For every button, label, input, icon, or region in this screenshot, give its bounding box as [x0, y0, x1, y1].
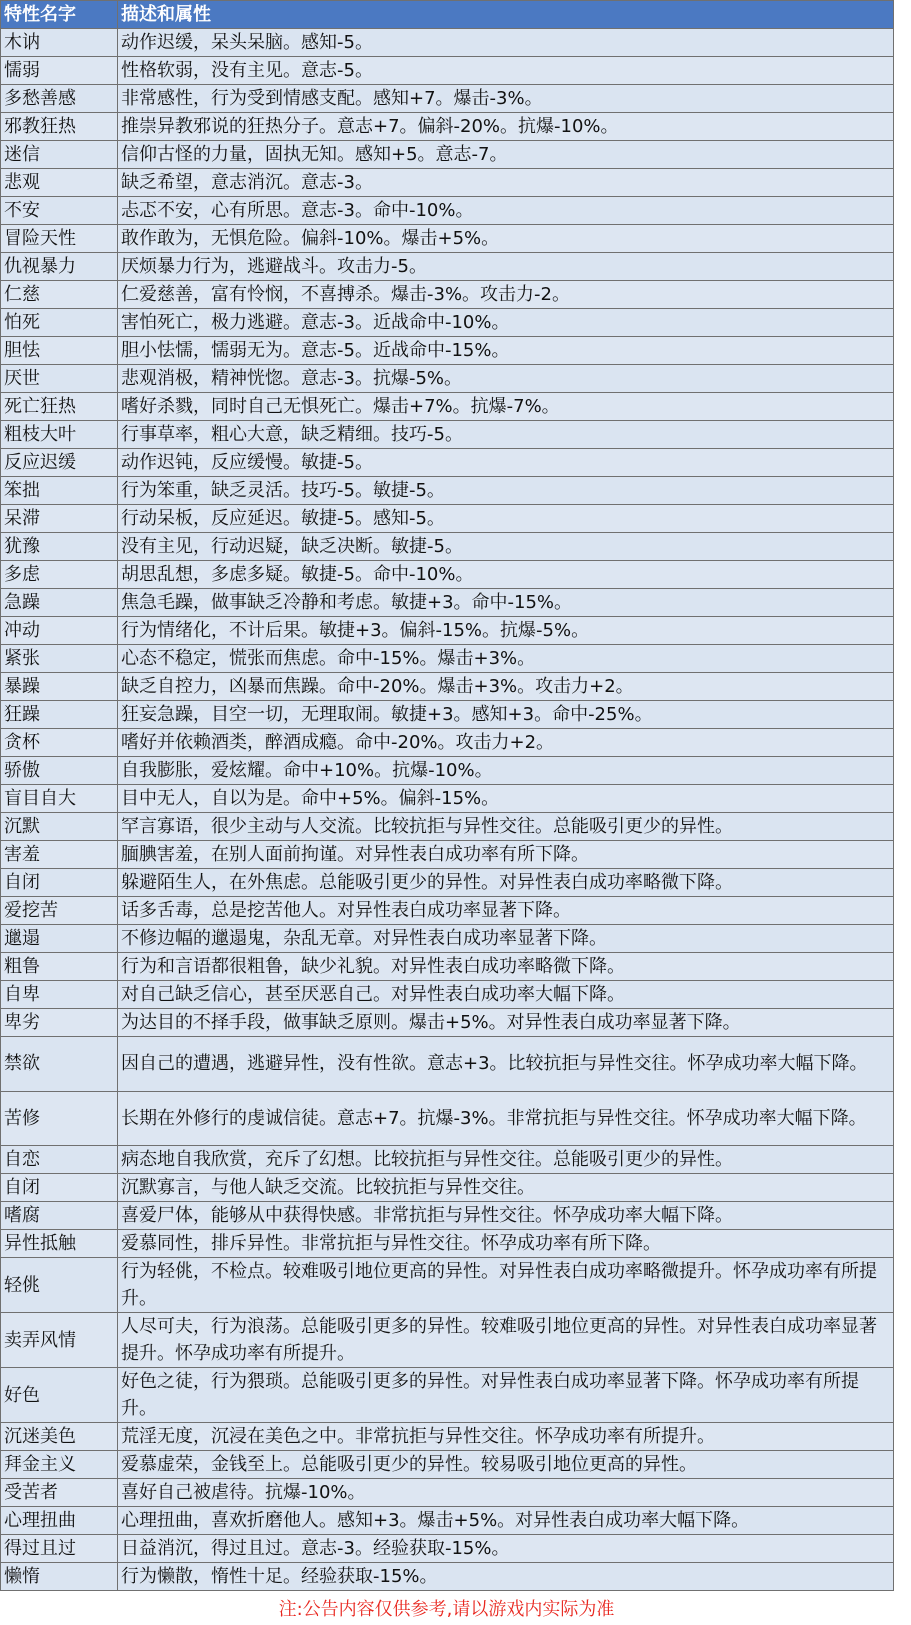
trait-description-cell: 没有主见，行动迟疑，缺乏决断。敏捷-5。	[118, 533, 894, 561]
table-row	[1, 505, 894, 533]
trait-description-cell: 动作迟缓，呆头呆脑。感知-5。	[118, 29, 894, 57]
trait-description-cell: 行动呆板，反应延迟。敏捷-5。感知-5。	[118, 505, 894, 533]
trait-name-cell: 心理扭曲	[1, 1507, 118, 1535]
trait-name-cell: 邪教狂热	[1, 113, 118, 141]
trait-name-cell: 多虑	[1, 561, 118, 589]
trait-description-cell: 爱慕同性，排斥异性。非常抗拒与异性交往。怀孕成功率有所下降。	[118, 1230, 894, 1258]
table-row	[1, 813, 894, 841]
table-row	[1, 337, 894, 365]
trait-name-cell: 死亡狂热	[1, 393, 118, 421]
trait-name-cell: 仁慈	[1, 281, 118, 309]
trait-name-cell: 卖弄风情	[1, 1313, 118, 1368]
trait-description-cell: 行为懒散，惰性十足。经验获取-15%。	[118, 1563, 894, 1591]
trait-description-cell: 目中无人，自以为是。命中+5%。偏斜-15%。	[118, 785, 894, 813]
trait-name-cell: 反应迟缓	[1, 449, 118, 477]
table-row	[1, 1507, 894, 1535]
table-header	[1, 1, 894, 29]
trait-name-cell: 自闭	[1, 869, 118, 897]
trait-description-cell: 躲避陌生人，在外焦虑。总能吸引更少的异性。对异性表白成功率略微下降。	[118, 869, 894, 897]
trait-name-cell: 急躁	[1, 589, 118, 617]
table-row	[1, 785, 894, 813]
trait-description-cell: 非常感性，行为受到情感支配。感知+7。爆击-3%。	[118, 85, 894, 113]
trait-name-cell: 木讷	[1, 29, 118, 57]
trait-name-cell: 笨拙	[1, 477, 118, 505]
trait-description-cell: 行事草率，粗心大意，缺乏精细。技巧-5。	[118, 421, 894, 449]
table-row	[1, 1368, 894, 1423]
trait-name-cell: 冲动	[1, 617, 118, 645]
table-row	[1, 1535, 894, 1563]
trait-description-cell: 为达目的不择手段，做事缺乏原则。爆击+5%。对异性表白成功率显著下降。	[118, 1009, 894, 1037]
trait-description-cell: 嗜好杀戮，同时自己无惧死亡。爆击+7%。抗爆-7%。	[118, 393, 894, 421]
trait-name-cell: 禁欲	[1, 1037, 118, 1092]
trait-description-cell: 厌烦暴力行为，逃避战斗。攻击力-5。	[118, 253, 894, 281]
trait-description-cell: 行为和言语都很粗鲁，缺少礼貌。对异性表白成功率略微下降。	[118, 953, 894, 981]
trait-name-cell: 粗枝大叶	[1, 421, 118, 449]
trait-description-cell: 长期在外修行的虔诚信徒。意志+7。抗爆-3%。非常抗拒与异性交往。怀孕成功率大幅下降。	[118, 1091, 894, 1146]
trait-name-cell: 邋遢	[1, 925, 118, 953]
trait-description-cell: 自我膨胀，爱炫耀。命中+10%。抗爆-10%。	[118, 757, 894, 785]
trait-description-cell: 心理扭曲，喜欢折磨他人。感知+3。爆击+5%。对异性表白成功率大幅下降。	[118, 1507, 894, 1535]
trait-description-cell: 性格软弱，没有主见。意志-5。	[118, 57, 894, 85]
trait-description-cell: 日益消沉，得过且过。意志-3。经验获取-15%。	[118, 1535, 894, 1563]
trait-description-cell: 狂妄急躁，目空一切，无理取闹。敏捷+3。感知+3。命中-25%。	[118, 701, 894, 729]
trait-name-cell: 懒惰	[1, 1563, 118, 1591]
trait-description-cell: 推崇异教邪说的狂热分子。意志+7。偏斜-20%。抗爆-10%。	[118, 113, 894, 141]
trait-name-cell: 爱挖苦	[1, 897, 118, 925]
trait-description-cell: 爱慕虚荣，金钱至上。总能吸引更少的异性。较易吸引地位更高的异性。	[118, 1451, 894, 1479]
trait-name-cell: 不安	[1, 197, 118, 225]
trait-name-cell: 拜金主义	[1, 1451, 118, 1479]
trait-name-cell: 受苦者	[1, 1479, 118, 1507]
trait-description-cell: 喜好自己被虐待。抗爆-10%。	[118, 1479, 894, 1507]
trait-name-cell: 异性抵触	[1, 1230, 118, 1258]
trait-name-cell: 厌世	[1, 365, 118, 393]
table-row	[1, 673, 894, 701]
trait-name-cell: 沉默	[1, 813, 118, 841]
trait-description-cell: 因自己的遭遇，逃避异性，没有性欲。意志+3。比较抗拒与异性交往。怀孕成功率大幅下降。	[118, 1037, 894, 1092]
table-row	[1, 841, 894, 869]
table-row	[1, 1230, 894, 1258]
table-row	[1, 393, 894, 421]
table-row	[1, 1258, 894, 1313]
table-row	[1, 477, 894, 505]
trait-description-cell: 人尽可夫，行为浪荡。总能吸引更多的异性。较难吸引地位更高的异性。对异性表白成功率显著提升。怀孕成功率有所提升。	[118, 1313, 894, 1368]
table-row	[1, 57, 894, 85]
table-row	[1, 561, 894, 589]
table-row	[1, 253, 894, 281]
table-row	[1, 1563, 894, 1591]
table-row	[1, 1009, 894, 1037]
trait-name-cell: 悲观	[1, 169, 118, 197]
trait-name-cell: 胆怯	[1, 337, 118, 365]
trait-description-cell: 腼腆害羞，在别人面前拘谨。对异性表白成功率有所下降。	[118, 841, 894, 869]
trait-description-cell: 沉默寡言，与他人缺乏交流。比较抗拒与异性交往。	[118, 1174, 894, 1202]
table-body	[1, 29, 894, 1591]
trait-description-cell: 缺乏自控力，凶暴而焦躁。命中-20%。爆击+3%。攻击力+2。	[118, 673, 894, 701]
table-row	[1, 1202, 894, 1230]
table-row	[1, 225, 894, 253]
trait-description-cell: 忐忑不安，心有所思。意志-3。命中-10%。	[118, 197, 894, 225]
trait-name-cell: 自卑	[1, 981, 118, 1009]
trait-name-cell: 冒险天性	[1, 225, 118, 253]
table-row	[1, 309, 894, 337]
trait-name-cell: 自闭	[1, 1174, 118, 1202]
table-row	[1, 1479, 894, 1507]
trait-description-cell: 心态不稳定，慌张而焦虑。命中-15%。爆击+3%。	[118, 645, 894, 673]
trait-name-cell: 轻佻	[1, 1258, 118, 1313]
table-row	[1, 365, 894, 393]
table-row	[1, 1146, 894, 1174]
footnote: 注:公告内容仅供参考,请以游戏内实际为准	[278, 1599, 615, 1620]
trait-description-cell: 焦急毛躁，做事缺乏冷静和考虑。敏捷+3。命中-15%。	[118, 589, 894, 617]
table-row	[1, 757, 894, 785]
trait-description-cell: 嗜好并依赖酒类，醉酒成瘾。命中-20%。攻击力+2。	[118, 729, 894, 757]
table-row	[1, 1091, 894, 1146]
trait-name-cell: 粗鲁	[1, 953, 118, 981]
trait-description-cell: 信仰古怪的力量，固执无知。感知+5。意志-7。	[118, 141, 894, 169]
header-trait-name: 特性名字	[1, 1, 118, 29]
trait-name-cell: 得过且过	[1, 1535, 118, 1563]
trait-name-cell: 仇视暴力	[1, 253, 118, 281]
trait-name-cell: 迷信	[1, 141, 118, 169]
table-row	[1, 869, 894, 897]
trait-name-cell: 盲目自大	[1, 785, 118, 813]
trait-name-cell: 卑劣	[1, 1009, 118, 1037]
table-row	[1, 1451, 894, 1479]
trait-name-cell: 自恋	[1, 1146, 118, 1174]
trait-description-cell: 行为情绪化，不计后果。敏捷+3。偏斜-15%。抗爆-5%。	[118, 617, 894, 645]
table-row	[1, 1423, 894, 1451]
table-row	[1, 1174, 894, 1202]
trait-name-cell: 懦弱	[1, 57, 118, 85]
trait-description-cell: 缺乏希望，意志消沉。意志-3。	[118, 169, 894, 197]
trait-description-cell: 害怕死亡，极力逃避。意志-3。近战命中-10%。	[118, 309, 894, 337]
table-row	[1, 169, 894, 197]
table-row	[1, 897, 894, 925]
table-row	[1, 645, 894, 673]
table-row	[1, 589, 894, 617]
header-description: 描述和属性	[118, 1, 894, 29]
table-row	[1, 1313, 894, 1368]
trait-description-cell: 悲观消极，精神恍惚。意志-3。抗爆-5%。	[118, 365, 894, 393]
trait-name-cell: 怕死	[1, 309, 118, 337]
table-row	[1, 421, 894, 449]
trait-description-cell: 病态地自我欣赏，充斥了幻想。比较抗拒与异性交往。总能吸引更少的异性。	[118, 1146, 894, 1174]
trait-name-cell: 紧张	[1, 645, 118, 673]
trait-name-cell: 多愁善感	[1, 85, 118, 113]
table-row	[1, 141, 894, 169]
table-row	[1, 29, 894, 57]
trait-name-cell: 贪杯	[1, 729, 118, 757]
trait-description-cell: 对自己缺乏信心，甚至厌恶自己。对异性表白成功率大幅下降。	[118, 981, 894, 1009]
trait-name-cell: 犹豫	[1, 533, 118, 561]
table-row	[1, 925, 894, 953]
trait-description-cell: 仁爱慈善，富有怜悯，不喜搏杀。爆击-3%。攻击力-2。	[118, 281, 894, 309]
header-row	[1, 1, 894, 29]
table-row	[1, 197, 894, 225]
trait-name-cell: 苦修	[1, 1091, 118, 1146]
trait-description-cell: 话多舌毒，总是挖苦他人。对异性表白成功率显著下降。	[118, 897, 894, 925]
trait-description-cell: 不修边幅的邋遢鬼，杂乱无章。对异性表白成功率显著下降。	[118, 925, 894, 953]
trait-name-cell: 暴躁	[1, 673, 118, 701]
trait-name-cell: 好色	[1, 1368, 118, 1423]
trait-description-cell: 喜爱尸体，能够从中获得快感。非常抗拒与异性交往。怀孕成功率大幅下降。	[118, 1202, 894, 1230]
table-row	[1, 1037, 894, 1092]
trait-description-cell: 胆小怯懦，懦弱无为。意志-5。近战命中-15%。	[118, 337, 894, 365]
table-row	[1, 85, 894, 113]
table-row	[1, 113, 894, 141]
trait-description-cell: 荒淫无度，沉浸在美色之中。非常抗拒与异性交往。怀孕成功率有所提升。	[118, 1423, 894, 1451]
table-row	[1, 701, 894, 729]
trait-description-cell: 胡思乱想，多虑多疑。敏捷-5。命中-10%。	[118, 561, 894, 589]
trait-name-cell: 沉迷美色	[1, 1423, 118, 1451]
table-row	[1, 533, 894, 561]
trait-description-cell: 行为笨重，缺乏灵活。技巧-5。敏捷-5。	[118, 477, 894, 505]
trait-description-cell: 动作迟钝，反应缓慢。敏捷-5。	[118, 449, 894, 477]
trait-description-cell: 好色之徒，行为猥琐。总能吸引更多的异性。对异性表白成功率显著下降。怀孕成功率有所提升。	[118, 1368, 894, 1423]
trait-name-cell: 骄傲	[1, 757, 118, 785]
trait-name-cell: 呆滞	[1, 505, 118, 533]
table-row	[1, 449, 894, 477]
trait-name-cell: 嗜腐	[1, 1202, 118, 1230]
trait-name-cell: 狂躁	[1, 701, 118, 729]
trait-name-cell: 害羞	[1, 841, 118, 869]
table-row	[1, 729, 894, 757]
trait-description-cell: 行为轻佻，不检点。较难吸引地位更高的异性。对异性表白成功率略微提升。怀孕成功率有所提升。	[118, 1258, 894, 1313]
table-row	[1, 981, 894, 1009]
table-row	[1, 617, 894, 645]
trait-description-cell: 敢作敢为，无惧危险。偏斜-10%。爆击+5%。	[118, 225, 894, 253]
trait-description-cell: 罕言寡语，很少主动与人交流。比较抗拒与异性交往。总能吸引更少的异性。	[118, 813, 894, 841]
table-row	[1, 281, 894, 309]
table-row	[1, 953, 894, 981]
